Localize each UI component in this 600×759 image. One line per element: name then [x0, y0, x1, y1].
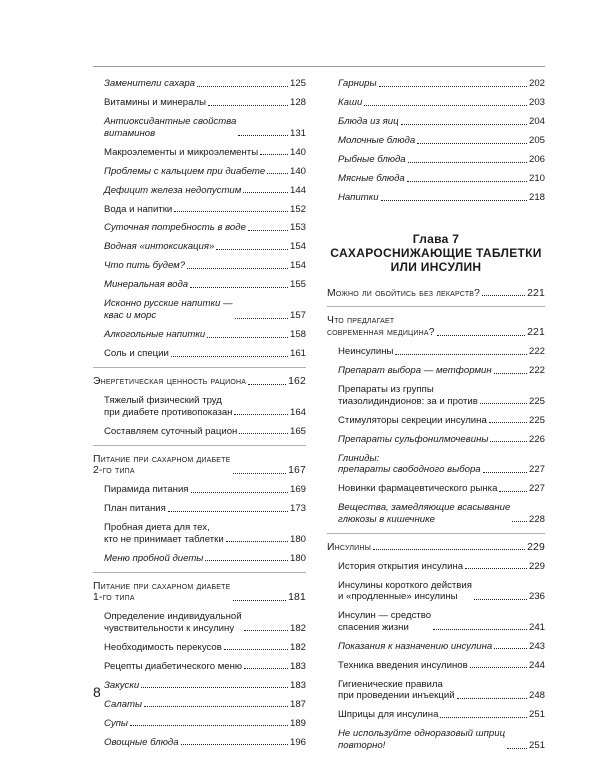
- toc-entry-page: 229: [528, 560, 545, 572]
- dot-leader: [233, 600, 287, 601]
- toc-entry[interactable]: [93, 611, 306, 634]
- toc-entry-title: Супы: [104, 717, 128, 729]
- toc-entry[interactable]: [93, 503, 306, 515]
- toc-entry-page: 251: [528, 739, 545, 751]
- section-divider: [327, 306, 545, 307]
- dot-leader: [494, 648, 527, 649]
- toc-entry-page: 225: [528, 414, 545, 426]
- toc-entry-page: 183: [289, 679, 306, 691]
- toc-entry-title: Витамины и минералы: [104, 96, 206, 108]
- toc-entry[interactable]: [93, 642, 306, 654]
- toc-entry[interactable]: [93, 395, 306, 418]
- toc-entry-title: Неинсулины: [338, 346, 394, 358]
- toc-entry-page: 236: [528, 591, 545, 603]
- dot-leader: [260, 154, 288, 155]
- toc-entry-title: Техника введения инсулинов: [338, 659, 468, 671]
- toc-entry[interactable]: [93, 348, 306, 360]
- dot-leader: [239, 433, 288, 434]
- toc-entry-page: 131: [289, 127, 306, 139]
- toc-entry-page: 144: [289, 184, 306, 196]
- toc-entry-title: Гарниры: [338, 78, 377, 89]
- toc-entry-title: Исконно русские напитки — квас и морс: [104, 298, 233, 322]
- toc-entry[interactable]: [327, 453, 545, 476]
- section-divider: [327, 533, 545, 534]
- toc-entry-page: 182: [289, 641, 306, 653]
- toc-entry-title: Глиниды: препараты свободного выбора: [338, 452, 481, 476]
- toc-entry-page: 154: [289, 260, 306, 272]
- toc-entry-page: 218: [528, 191, 545, 203]
- chapter-label: Глава 7: [412, 231, 460, 246]
- toc-entry[interactable]: [93, 718, 306, 730]
- dot-leader: [243, 192, 288, 193]
- dot-leader: [494, 373, 527, 374]
- toc-entry-page: 157: [289, 310, 306, 322]
- dot-leader: [171, 356, 288, 357]
- dot-leader: [373, 549, 525, 550]
- toc-entry[interactable]: [93, 78, 306, 90]
- toc-entry-page: 140: [289, 146, 306, 158]
- toc-entry-page: 158: [289, 329, 306, 340]
- toc-entry-page: 202: [528, 78, 545, 89]
- toc-entry-title: Новинки фармацевтического рынка: [338, 483, 498, 495]
- toc-entry[interactable]: [93, 222, 306, 234]
- toc-entry-title: Каши: [338, 96, 363, 108]
- dot-leader: [480, 403, 527, 404]
- toc-entry-page: 153: [289, 222, 306, 234]
- toc-entry-page: 225: [528, 395, 545, 407]
- toc-entry[interactable]: [327, 641, 545, 653]
- dot-leader: [379, 86, 527, 87]
- toc-entry-page: 183: [289, 660, 306, 672]
- dot-leader: [490, 441, 527, 442]
- toc-entry-title: Закуски: [104, 679, 140, 691]
- toc-entry-title: Молочные блюда: [338, 134, 416, 146]
- toc-entry-title: История открытия инсулина: [338, 560, 464, 572]
- toc-entry-title: Напитки: [338, 191, 379, 203]
- toc-entry-title: Овощные блюда: [104, 736, 179, 748]
- dot-leader: [408, 162, 527, 163]
- toc-section-entry[interactable]: [327, 288, 545, 300]
- toc-entry[interactable]: [93, 522, 306, 545]
- dot-leader: [233, 473, 287, 474]
- toc-entry-title: Инсулины короткого действия и «продленные» инсулины: [338, 579, 472, 603]
- dot-leader: [364, 105, 527, 106]
- toc-entry[interactable]: [327, 78, 545, 90]
- toc-entry[interactable]: [93, 680, 306, 692]
- toc-entry[interactable]: [327, 483, 545, 495]
- toc-entry-title: Суточная потребность в воде: [104, 222, 246, 234]
- toc-entry[interactable]: [93, 661, 306, 673]
- toc-section-entry[interactable]: [93, 376, 306, 388]
- toc-entry-title: Можно ли обойтись без лекарств?: [327, 287, 481, 299]
- toc-entry[interactable]: [327, 610, 545, 633]
- toc-entry-page: 227: [528, 464, 545, 476]
- dot-leader: [191, 492, 288, 493]
- dot-leader: [470, 667, 527, 668]
- toc-entry-page: 169: [289, 484, 306, 496]
- toc-entry-title: Препараты сульфонилмочевины: [338, 433, 489, 445]
- dot-leader: [482, 295, 525, 296]
- toc-entry[interactable]: [93, 329, 306, 341]
- chapter-heading: [327, 232, 545, 274]
- toc-entry-page: 167: [288, 465, 306, 477]
- dot-leader: [141, 687, 288, 688]
- toc-entry-page: 227: [528, 483, 545, 495]
- toc-entry[interactable]: [93, 484, 306, 496]
- toc-entry-page: 180: [289, 533, 306, 545]
- dot-leader: [190, 287, 288, 288]
- toc-entry-title: Пробная диета для тех, кто не принимает таблетки: [104, 522, 224, 545]
- toc-entry[interactable]: [327, 709, 545, 721]
- toc-entry[interactable]: [327, 192, 545, 204]
- dot-leader: [489, 422, 527, 423]
- dot-leader: [224, 649, 288, 650]
- toc-entry-title: План питания: [104, 503, 166, 515]
- toc-section-entry[interactable]: [93, 454, 306, 477]
- section-divider: [93, 445, 306, 446]
- toc-entry-title: Стимуляторы секреции инсулина: [338, 414, 487, 426]
- toc-entry-title: Гигиенические правила при проведении инъекций: [338, 678, 455, 702]
- dot-leader: [395, 354, 527, 355]
- toc-entry-page: 243: [528, 640, 545, 652]
- toc-entry-title: Рецепты диабетического меню: [104, 660, 243, 672]
- toc-entry[interactable]: [93, 97, 306, 109]
- dot-leader: [244, 630, 288, 631]
- dot-leader: [238, 135, 288, 136]
- dot-leader: [507, 748, 527, 749]
- toc-entry-title: Пирамида питания: [104, 484, 189, 496]
- toc-entry-page: 244: [528, 659, 545, 671]
- toc-entry-title: Питание при сахарном диабете 2-го типа: [93, 453, 231, 477]
- toc-entry-page: 187: [289, 698, 306, 710]
- toc-entry[interactable]: [327, 679, 545, 702]
- toc-entry-title: Питание при сахарном диабете 1-го типа: [93, 580, 231, 604]
- dot-leader: [205, 560, 288, 561]
- dot-leader: [235, 318, 288, 319]
- toc-entry-title: Водная «интоксикация»: [104, 241, 215, 253]
- dot-leader: [208, 105, 288, 106]
- toc-entry-page: 161: [289, 347, 306, 359]
- toc-entry-page: 206: [528, 153, 545, 165]
- toc-entry[interactable]: [93, 260, 306, 272]
- toc-entry-page: 189: [289, 717, 306, 729]
- page-number: 8: [93, 684, 101, 700]
- dot-leader: [234, 414, 288, 415]
- dot-leader: [244, 668, 288, 669]
- toc-section-entry[interactable]: [327, 315, 545, 338]
- dot-leader: [207, 337, 288, 338]
- toc-entry-page: 140: [289, 165, 306, 177]
- toc-entry-title: Блюда из яиц: [338, 115, 399, 127]
- toc-entry-title: Составляем суточный рацион: [104, 425, 238, 437]
- toc-entry-title: Дефицит железа недопустим: [104, 184, 242, 196]
- toc-entry-page: 203: [528, 96, 545, 108]
- toc-entry-title: Рыбные блюда: [338, 153, 406, 165]
- toc-entry-page: 221: [527, 327, 545, 339]
- toc-entry[interactable]: [327, 116, 545, 128]
- toc-entry-title: Инсулины: [327, 541, 372, 553]
- toc-entry[interactable]: [327, 502, 545, 525]
- toc-entry[interactable]: [327, 580, 545, 603]
- dot-leader: [174, 211, 288, 212]
- toc-entry-page: 152: [289, 203, 306, 215]
- dot-leader: [226, 541, 288, 542]
- toc-entry-page: 229: [527, 541, 545, 553]
- dot-leader: [248, 230, 288, 231]
- chapter-title: САХАРОСНИЖАЮЩИЕ ТАБЛЕТКИ ИЛИ ИНСУЛИН: [330, 245, 542, 274]
- dot-leader: [216, 249, 288, 250]
- toc-entry-page: 182: [289, 622, 306, 634]
- toc-right-column: [327, 78, 545, 759]
- toc-entry-title: Соль и специи: [104, 347, 169, 359]
- toc-entry-page: 222: [528, 346, 545, 358]
- toc-entry-page: 125: [289, 78, 306, 89]
- toc-entry[interactable]: [93, 204, 306, 216]
- toc-entry-page: 196: [289, 736, 306, 748]
- toc-entry[interactable]: [327, 434, 545, 446]
- dot-leader: [433, 629, 527, 630]
- toc-entry-title: Вещества, замедляющие всасывание глюкозы в кишечнике: [338, 502, 511, 525]
- toc-entry-page: 204: [528, 115, 545, 127]
- toc-entry-title: Салаты: [104, 698, 143, 710]
- toc-entry-page: 165: [289, 425, 306, 437]
- toc-entry[interactable]: [327, 561, 545, 573]
- toc-entry-title: Мясные блюда: [338, 172, 405, 184]
- toc-entry[interactable]: [93, 737, 306, 749]
- dot-leader: [474, 599, 527, 600]
- dot-leader: [267, 173, 288, 174]
- section-divider: [93, 367, 306, 368]
- toc-entry[interactable]: [327, 154, 545, 166]
- dot-leader: [499, 491, 527, 492]
- dot-leader: [512, 521, 527, 522]
- toc-entry-page: 128: [289, 96, 306, 108]
- toc-entry-title: Инсулин — средство спасения жизни: [338, 610, 432, 633]
- dot-leader: [457, 698, 527, 699]
- toc-entry[interactable]: [327, 346, 545, 358]
- toc-entry-page: 173: [289, 503, 306, 515]
- dot-leader: [248, 384, 286, 385]
- toc-entry-page: 221: [527, 287, 545, 299]
- dot-leader: [401, 124, 527, 125]
- toc-left-column: [93, 78, 306, 756]
- toc-entry-page: 222: [528, 365, 545, 377]
- toc-entry-title: Показания к назначению инсулина: [338, 640, 493, 652]
- toc-entry[interactable]: [93, 426, 306, 438]
- dot-leader: [168, 511, 288, 512]
- toc-entry-page: 241: [528, 621, 545, 633]
- dot-leader: [187, 268, 288, 269]
- toc-entry-title: Тяжелый физический труд при диабете противопоказан: [104, 394, 233, 418]
- dot-leader: [483, 472, 527, 473]
- toc-entry-page: 155: [289, 279, 306, 291]
- toc-entry[interactable]: [93, 166, 306, 178]
- toc-entry-title: Минеральная вода: [104, 279, 189, 291]
- toc-entry-page: 248: [528, 690, 545, 702]
- toc-entry-page: 228: [528, 513, 545, 525]
- toc-entry-page: 181: [288, 592, 306, 604]
- toc-entry-page: 205: [528, 134, 545, 146]
- toc-entry[interactable]: [93, 298, 306, 321]
- toc-section-entry[interactable]: [93, 581, 306, 604]
- toc-entry-title: Меню пробной диеты: [104, 552, 204, 564]
- toc-entry-page: 164: [289, 406, 306, 418]
- toc-entry-page: 154: [289, 241, 306, 253]
- toc-entry[interactable]: [327, 728, 545, 751]
- toc-entry[interactable]: [327, 365, 545, 377]
- toc-entry-title: Определение индивидуальной чувствительности к инсулину: [104, 611, 242, 634]
- toc-section-entry[interactable]: [327, 542, 545, 554]
- dot-leader: [381, 200, 527, 201]
- toc-entry-title: Макроэлементы и микроэлементы: [104, 146, 259, 158]
- dot-leader: [465, 568, 527, 569]
- toc-entry[interactable]: [93, 553, 306, 565]
- toc-entry-page: 162: [288, 375, 306, 387]
- toc-entry-title: Энергетическая ценность рациона: [93, 375, 247, 387]
- toc-entry[interactable]: [327, 415, 545, 427]
- toc-entry-title: Препарат выбора — метформин: [338, 365, 492, 377]
- toc-entry[interactable]: [93, 147, 306, 159]
- dot-leader: [181, 744, 288, 745]
- toc-entry-page: 226: [528, 433, 545, 445]
- toc-entry-title: Шприцы для инсулина: [338, 709, 439, 721]
- toc-entry-title: Вода и напитки: [104, 203, 173, 215]
- toc-entry-title: Заменители сахара: [104, 78, 195, 89]
- toc-entry-title: Что пить будем?: [104, 260, 186, 272]
- toc-entry[interactable]: [93, 241, 306, 253]
- dot-leader: [440, 717, 527, 718]
- toc-entry[interactable]: [327, 97, 545, 109]
- dot-leader: [130, 725, 288, 726]
- toc-entry-title: Алкогольные напитки: [104, 329, 206, 340]
- toc-entry-page: 210: [528, 172, 545, 184]
- toc-entry[interactable]: [327, 384, 545, 407]
- toc-entry-title: Не используйте одноразовый шприц повторно!: [338, 728, 506, 751]
- toc-entry[interactable]: [327, 660, 545, 672]
- toc-entry[interactable]: [93, 279, 306, 291]
- toc-entry[interactable]: [93, 116, 306, 139]
- toc-entry[interactable]: [327, 173, 545, 185]
- toc-entry[interactable]: [327, 135, 545, 147]
- dot-leader: [407, 181, 527, 182]
- toc-entry-title: Что предлагает современная медицина?: [327, 315, 435, 339]
- toc-entry-title: Проблемы с кальцием при диабете: [104, 165, 266, 177]
- toc-entry[interactable]: [93, 699, 306, 711]
- section-divider: [93, 572, 306, 573]
- dot-leader: [197, 86, 288, 87]
- toc-entry-title: Необходимость перекусов: [104, 641, 222, 653]
- dot-leader: [417, 143, 527, 144]
- top-rule: [93, 66, 545, 67]
- dot-leader: [144, 706, 288, 707]
- toc-entry-title: Препараты из группы тиазолидиндионов: за и против: [338, 384, 478, 407]
- toc-entry[interactable]: [93, 185, 306, 197]
- toc-entry-page: 180: [289, 552, 306, 564]
- dot-leader: [437, 335, 525, 336]
- toc-entry-title: Антиоксидантные свойства витаминов: [104, 115, 237, 139]
- toc-entry-page: 251: [528, 709, 545, 721]
